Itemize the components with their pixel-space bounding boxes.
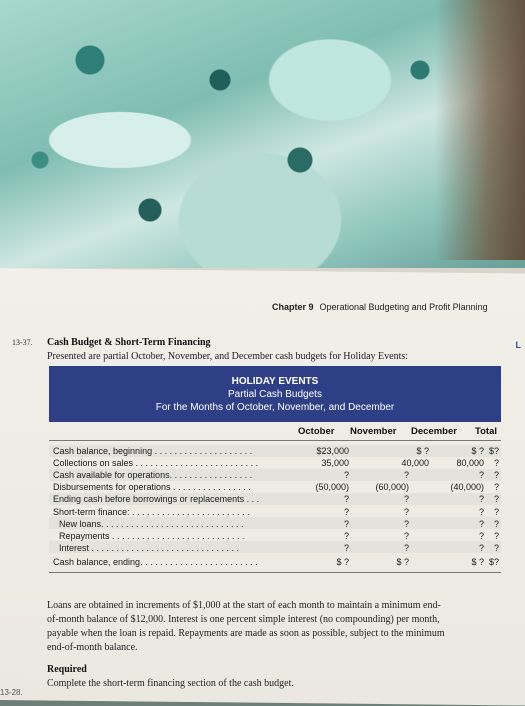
cell-nov: ? [403, 470, 409, 480]
cell-total: ? [493, 458, 499, 468]
cell-nov: ? [403, 507, 409, 517]
cell-dec: ? [478, 531, 484, 541]
cell-total: ? [493, 519, 499, 529]
cell-total: ? [493, 494, 499, 504]
cell-nov: ? [403, 519, 409, 529]
col-november: November [350, 426, 397, 437]
paragraph-line: end-of-month balance. [47, 642, 138, 653]
cell-oct: ? [343, 470, 349, 480]
cell-nov: ? [403, 543, 409, 553]
required-heading: Required [47, 664, 87, 675]
table-row [49, 531, 501, 543]
cell-oct: ? [343, 531, 349, 541]
table-row [49, 507, 501, 519]
cell-total: ? [493, 543, 499, 553]
cell-nov: ? [403, 531, 409, 541]
col-december: December [411, 426, 457, 437]
paragraph-line: payable when the loan is repaid. Repayments are made as soon as possible, subject to the minimum [47, 628, 445, 639]
cell-total: ? [493, 482, 499, 492]
table-row [49, 482, 501, 494]
cell-oct: ? [343, 519, 349, 529]
header-rule [49, 440, 501, 441]
paragraph-line: Loans are obtained in increments of $1,000 at the start of each month to maintain a minimum end- [47, 600, 441, 611]
required-text: Complete the short-term financing section of the cash budget. [47, 678, 294, 689]
table-row [49, 519, 501, 531]
cell-dec: ? [478, 507, 484, 517]
cell-nov: $ ? [416, 446, 429, 456]
cell-total: ? [493, 531, 499, 541]
col-october: October [298, 426, 335, 437]
row-label: Collections on sales . . . . . . . . . . . . . . . . . . . . . . . . . [53, 458, 259, 468]
cell-dec: ? [478, 470, 484, 480]
cell-dec: (40,000) [450, 482, 484, 492]
cell-total: $? [488, 557, 499, 567]
problem-intro: Presented are partial October, November, and December cash budgets for Holiday Events: [47, 351, 409, 362]
cell-oct: ? [343, 507, 349, 517]
cell-total: ? [493, 470, 499, 480]
cell-total: ? [493, 507, 499, 517]
cell-nov: $ ? [396, 557, 409, 567]
row-label: New loans. . . . . . . . . . . . . . . . . . . . . . . . . . . . . [59, 519, 244, 529]
next-problem-number: 13-28. [0, 688, 23, 697]
table-row [49, 470, 501, 482]
chapter-title: Operational Budgeting and Profit Planning [319, 302, 488, 312]
problem-title: Cash Budget & Short-Term Financing [47, 337, 211, 348]
chapter-header [272, 302, 488, 312]
chapter-number: Chapter 9 [272, 302, 314, 312]
side-marker: L [515, 340, 521, 350]
cell-total: $? [488, 446, 499, 456]
problem-number: 13-37. [12, 338, 33, 347]
paragraph-line: of-month balance of $12,000. Interest is one percent simple interest (no compounding) per month, [47, 614, 440, 625]
table-row [49, 543, 501, 555]
table-row [49, 557, 501, 569]
cell-oct: ? [343, 494, 349, 504]
cell-dec: ? [478, 519, 484, 529]
table-header-box [49, 366, 501, 422]
row-label: Ending cash before borrowings or replacements . . . [53, 494, 260, 504]
table-row [49, 446, 501, 458]
row-label: Short-term finance: . . . . . . . . . . . . . . . . . . . . . . . . [53, 507, 250, 517]
company-name: HOLIDAY EVENTS [231, 376, 319, 387]
cell-dec: 80,000 [456, 458, 484, 468]
table-bottom-rule [49, 572, 501, 573]
table-subtitle: Partial Cash Budgets [228, 389, 322, 400]
row-label: Cash balance, beginning . . . . . . . . . . . . . . . . . . . . [53, 446, 253, 456]
row-label: Repayments . . . . . . . . . . . . . . . . . . . . . . . . . . . [59, 531, 245, 541]
table-row [49, 494, 501, 506]
col-total: Total [475, 426, 497, 437]
cell-oct: ? [343, 543, 349, 553]
row-label: Disbursements for operations . . . . . . . . . . . . . . . . [53, 482, 251, 492]
cell-nov: 40,000 [401, 458, 429, 468]
cell-oct: $ ? [336, 557, 349, 567]
cell-nov: (60,000) [375, 482, 409, 492]
cell-nov: ? [403, 494, 409, 504]
cell-dec: $ ? [471, 446, 484, 456]
cell-oct: (50,000) [315, 482, 349, 492]
row-label: Interest . . . . . . . . . . . . . . . . . . . . . . . . . . . . . . [59, 543, 240, 553]
background-shadow [435, 0, 525, 260]
cell-oct: 35,000 [321, 458, 349, 468]
cell-dec: ? [478, 543, 484, 553]
cell-dec: ? [478, 494, 484, 504]
row-label: Cash balance, ending. . . . . . . . . . . . . . . . . . . . . . . . [53, 557, 258, 567]
table-row [49, 458, 501, 470]
cell-dec: $ ? [471, 557, 484, 567]
table-period: For the Months of October, November, and December [155, 402, 395, 413]
cell-oct: $23,000 [316, 446, 349, 456]
row-label: Cash available for operations. . . . . . . . . . . . . . . . . [53, 470, 253, 480]
